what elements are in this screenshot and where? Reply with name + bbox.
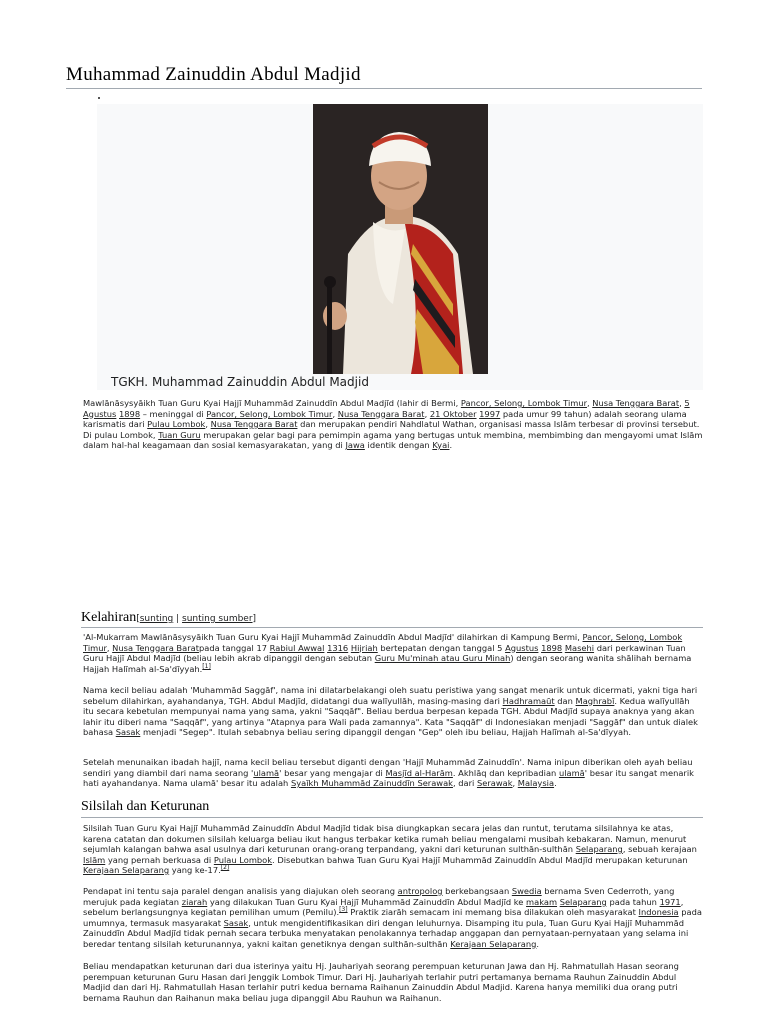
kelahiran-paragraph-3: Setelah menunaikan ibadah hajjī, nama kecil beliau tersebut diganti dengan 'Hajjī Muhammād Zainuddīn'. Nama inipun diberikan oleh ayah beliau sendiri yang diambil dari nama seorang 'ulamā' besar yang mengajar di Masjīd al-Harām. Akhlāq dan kepribadian ulamā' besar itu sangat menarik hati ayahandanya. Nama ulamā' besar itu adalah Syaīkh Muhammād Zainuddīn Serawak, dari Serawak, Malaysia. (83, 757, 694, 788)
link-kerajaan-selaparang[interactable]: Kerajaan Selaparang (83, 865, 170, 875)
link-pulau-lombok[interactable]: Pulau Lombok (213, 854, 273, 865)
silsilah-paragraph-1: Silsilah Tuan Guru Kyai Hajjī Muhammād Zainuddīn Abdul Madjīd tidak bisa diungkapkan secara jelas dan runtut, terutama silsilahnya ke atas, karena catatan dan dokumen silsilah keluarga beliau ikut hangus terbakar ketika rumah beliau mengalami musibah kebakaran. Namun, menurut sejumlah kalangan bahwa asal usulnya dari keturunan orang-orang terpandang, yakni dari keturunan sulthān-sulthān Selaparang, sebuah kerajaan Islām yang pernah berkuasa di Pulau Lombok. Disebutkan bahwa Tuan Guru Kyai Hajjī Muhammād Zainuddīn Abdul Madjīd merupakan keturunan Kerajaan Selaparang yang ke-17.[2] (83, 823, 697, 875)
silsilah-paragraph-3: Beliau mendapatkan keturunan dari dua isterinya yaitu Hj. Jauhariyah seorang perempuan keturunan Jawa dan Hj. Rahmatullah Hasan seorang perempuan keturunan Guru Hasan dari Jenggik Lombok Timur. Dari Hj. Jauhariyah terlahir putri pertamanya bernama Rauhun Zainuddin Abdul Madjid dan dari Hj. Rahmatullah Hasan terlahir putri kedua bernama Raihanun Zainuddin Abdul Madjid. Karena hanya memiliki dua orang putri bernama Rauhun dan Raihanun maka beliau juga dipanggil Abu Rauhun wa Raihanun. (83, 961, 679, 1003)
link-1997[interactable]: 1997 (479, 408, 501, 419)
link-masjid-al-haram[interactable]: Masjīd al-Harām (385, 767, 453, 778)
link-ntb-2[interactable]: Nusa Tenggara Barat (210, 419, 298, 429)
decorative-dot (98, 97, 100, 99)
link-selaparang[interactable]: Selaparang (559, 896, 607, 907)
link-1971[interactable]: 1971 (659, 896, 681, 907)
page-title: Muhammad Zainuddin Abdul Madjid (66, 64, 361, 85)
link-hadhramaut[interactable]: Hadhramaūt (502, 695, 555, 706)
image-caption: TGKH. Muhammad Zainuddin Abdul Madjid (111, 375, 369, 389)
intro-paragraph: Mawlānāsysyāikh Tuan Guru Kyai Hajjī Muhammād Zainuddīn Abdul Madjīd (lahir di Bermi, Pancor, Selong, Lombok Timur, Nusa Tenggara Barat, 5 Agustus 1898 – meninggal di Pancor, Selong, Lombok Timur, Nusa Tenggara Barat, 21 Oktober 1997 pada umur 99 tahun) adalah seorang ulama karismatis dari Pulau Lombok, Nusa Tenggara Barat dan merupakan pendiri Nahdlatul Wathan, organisasi massa Islām terbesar di provinsi tersebut. Di pulau Lombok, Tuan Guru merupakan gelar bagi para pemimpin agama yang bertugas untuk membina, membimbing dan mengayomi umat Islām dalam hal-hal keagamaan dan sosial kemasyarakatan, yang di Jawa identik dengan Kyai. (83, 398, 703, 450)
link-5-agustus[interactable]: 5 Agustus (83, 398, 690, 419)
link-ulama[interactable]: ulamā (253, 767, 280, 778)
link-pancor-death[interactable]: Pancor, Selong, Lombok Timur (206, 408, 333, 419)
title-divider (66, 88, 702, 89)
link-ulama-2[interactable]: ulamā (558, 767, 585, 778)
kelahiran-paragraph-1: 'Al-Mukarram Mawlānāsysyāikh Tuan Guru Kyai Hajjī Muhammād Zainuddīn Abdul Madjīd' dilahirkan di Kampung Bermi, Pancor, Selong, Lombok Timur, Nusa Tenggara Baratpada tanggal 17 Rabiul Awwal 1316 Hijriah bertepatan dengan tanggal 5 Agustus 1898 Masehi dari perkawinan Tuan Guru Hajjī Abdul Madjīd (beliau lebih akrab dipanggil dengan sebutan Guru Mu'minah atau Guru Minah) dengan seorang wanita shālihah bernama Hajjah Halīmah al-Sa'dīyyah.[1] (83, 632, 692, 674)
link-islam[interactable]: Islām (83, 854, 106, 865)
link-selaparang[interactable]: Selaparang (575, 844, 623, 854)
portrait-photo[interactable] (313, 104, 488, 374)
link-1898[interactable]: 1898 (541, 642, 563, 653)
link-kyai[interactable]: Kyai (432, 440, 450, 450)
link-1316[interactable]: 1316 (327, 642, 349, 653)
reference-1[interactable]: [1] (202, 662, 211, 670)
section-heading-kelahiran: Kelahiran[sunting | sunting sumber] (81, 610, 257, 625)
silsilah-paragraph-2: Pendapat ini tentu saja paralel dengan analisis yang diajukan oleh seorang antropolog berkebangsaan Swedia bernama Sven Cederroth, yang merujuk pada kegiatan ziarah yang dilakukan Tuan Guru Kyai Hajjī Muhammād Zainuddīn Abdul Madjīd ke makam Selaparang pada tahun 1971, sebelum berlangsungnya kegiatan pemilihan umum (Pemilu).[3] Praktik ziarāh semacam ini memang bisa dilakukan oleh masyarakat Indonesia pada umumnya, termasuk masyarakat Sasak, untuk mengidentifikasikan diri dengan leluhurnya. Disamping itu pula, Tuan Guru Kyai Hajjī Muhammād Zainuddīn Abdul Madjīd tidak pernah secara terbuka menyatakan penolakannya terhadap anggapan dan pernyataan-pernyataan yang selama ini beredar tentang silsilah keturunannya, yakni kaitan genetiknya dengan sulthān-sulthān Kerajaan Selaparang. (83, 886, 702, 949)
link-syaikh-serawak[interactable]: Syaīkh Muhammād Zainuddīn Serawak (290, 778, 453, 788)
reference-3[interactable]: [3] (339, 906, 348, 914)
section-divider (81, 817, 703, 818)
edit-source-link[interactable]: sunting sumber (182, 614, 253, 624)
link-maghrabi[interactable]: Maghrabī (575, 695, 615, 706)
link-21-oktober[interactable]: 21 Oktober (429, 408, 477, 419)
section-heading-silsilah: Silsilah dan Keturunan (81, 799, 210, 814)
link-tuan-guru[interactable]: Tuan Guru (158, 429, 201, 440)
link-ntb[interactable]: Nusa Tenggara Barat (112, 642, 199, 653)
link-hijriah[interactable]: Hijriah (350, 642, 378, 653)
link-masehi[interactable]: Masehi (564, 642, 595, 653)
link-pancor[interactable]: Pancor, Selong, Lombok Timur (460, 398, 587, 408)
link-ntb[interactable]: Nusa Tenggara Barat (592, 398, 680, 408)
link-ntb-death[interactable]: Nusa Tenggara Barat (337, 408, 425, 419)
link-sasak[interactable]: Sasak (223, 917, 249, 928)
link-1898[interactable]: 1898 (119, 408, 141, 419)
link-malaysia[interactable]: Malaysia (517, 778, 555, 788)
link-guru-minah[interactable]: Guru Mu'minah atau Guru Minah (374, 653, 511, 663)
link-antropolog[interactable]: antropolog (397, 886, 443, 896)
link-swedia[interactable]: Swedia (511, 886, 542, 896)
edit-link[interactable]: sunting (139, 614, 174, 624)
kelahiran-paragraph-2: Nama kecil beliau adalah 'Muhammād Saggāf', nama ini dilatarbelakangi oleh suatu peristiwa yang sangat menarik untuk dicermati, yakni tiga hari sebelum dilahirkan, ayahandanya, TGH. Abdul Madjīd, didatangi dua walīyullāh, masing-masing dari Hadhramaūt dan Maghrabī. Kedua walīyullāh itu secara kebetulan mempunyai nama yang sama, yakni "Saqqāf". Beliau berdua berpesan kepada TGH. Abdul Madjīd supaya anaknya yang akan lahir itu diberi nama "Saqqāf", yang artinya "Atapnya para Wali pada zamannya". Kata "Saqqāf" di Indonesiakan menjadi "Saggāf" dan untuk dialek bahasa Sasak menjadi "Segep". Itulah sebabnya beliau sering dipanggil dengan "Gep" oleh ibu beliau, Hajjah Halīmah al-Sa'dīyyah. (83, 685, 698, 737)
link-ziarah[interactable]: ziarah (181, 896, 208, 907)
section-divider (81, 627, 703, 628)
link-agustus[interactable]: Agustus (505, 642, 539, 653)
link-pulau-lombok[interactable]: Pulau Lombok (147, 419, 206, 429)
reference-2[interactable]: [2] (220, 864, 230, 872)
link-indonesia[interactable]: Indonesia (638, 907, 679, 917)
link-sasak[interactable]: Sasak (115, 727, 141, 737)
link-jawa[interactable]: Jawa (345, 440, 365, 450)
section-edit-links: [sunting | sunting sumber] (136, 614, 257, 624)
link-pancor[interactable]: Pancor, Selong, Lombok Timur (83, 632, 683, 653)
link-serawak[interactable]: Serawak (476, 778, 513, 788)
link-makam[interactable]: makam (526, 896, 558, 907)
link-rabiul-awwal[interactable]: Rabiul Awwal (269, 642, 325, 653)
link-kerajaan-selaparang[interactable]: Kerajaan Selaparang (450, 938, 537, 949)
